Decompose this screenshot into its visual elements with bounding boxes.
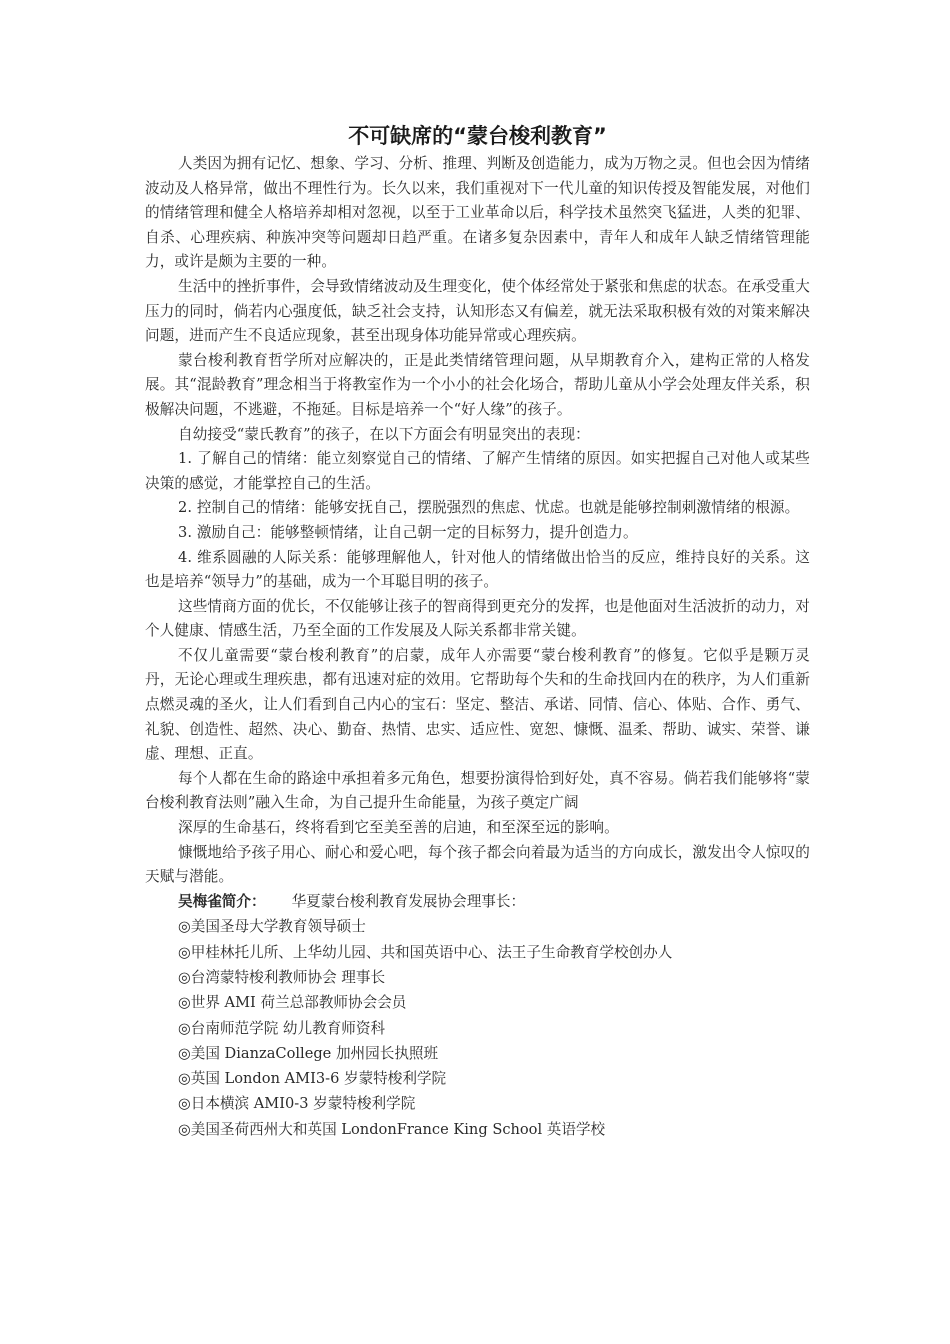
document-page: [145, 122, 810, 1142]
credentials-list: [145, 914, 810, 1142]
list-item: ◎英国 London AMI3-6 岁蒙特梭利学院: [178, 1070, 447, 1088]
bio-name: 吴梅雀简介：: [178, 892, 266, 910]
paragraph: 深厚的生命基石，终将看到它至美至善的启迪，和至深至远的影响。: [178, 819, 619, 837]
list-item: ◎台南师范学院 幼儿教育师资科: [178, 1019, 386, 1037]
list-item: ◎台湾蒙特梭利教师协会 理事长: [178, 969, 386, 986]
list-item: ◎美国 DianzaCollege 加州园长执照班: [178, 1044, 439, 1062]
list-item: ◎世界 AMI 荷兰总部教师协会会员: [178, 994, 407, 1012]
bio-role: 华夏蒙台梭利教育发展协会理事长：: [291, 892, 526, 910]
bio-heading: [145, 890, 810, 915]
paragraph: 这些情商方面的优长，不仅能够让孩子的智商得到更充分的发挥，也是他面对生活波折的动力，对个人健康、情感生活，乃至全面的工作发展及人际关系都非常关键。: [145, 597, 810, 640]
numbered-point: 2. 控制自己的情绪：能够安抚自己，摆脱强烈的焦虑、忧虑。也就是能够控制刺激情绪的根源。: [178, 499, 800, 517]
document-title: 不可缺席的“蒙台梭利教育”: [348, 124, 607, 148]
paragraph: 自幼接受“蒙氏教育”的孩子，在以下方面会有明显突出的表现：: [178, 425, 590, 443]
paragraph: 不仅儿童需要“蒙台梭利教育”的启蒙，成年人亦需要“蒙台梭利教育”的修复。它似乎是颗万灵丹，无论心理或生理疾患，都有迅速对症的效用。它帮助每个失和的生命找回内在的秩序，为人们重新点燃灵魂的圣火，让人们看到自己内心的宝石：坚定、整洁、承诺、同情、信心、体贴、合作、勇气、礼貌、创造性、超然、决心、勤奋、热情、忠实、适应性、宽恕、慷慨、温柔、帮助、诚实、荣誉、谦虚、理想、正直。: [145, 646, 810, 763]
paragraph: 生活中的挫折事件，会导致情绪波动及生理变化，使个体经常处于紧张和焦虑的状态。在承受重大压力的同时，倘若内心强度低，缺乏社会支持，认知形态又有偏差，就无法采取积极有效的对策来解决问题，进而产生不良适应现象，甚至出现身体功能异常或心理疾病。: [145, 277, 810, 345]
list-item: ◎美国圣荷西州大和英国 LondonFrance King School 英语学校: [178, 1120, 606, 1138]
article-body: [145, 152, 810, 890]
list-item: ◎美国圣母大学教育领导硕士: [178, 918, 366, 936]
numbered-point: 4. 维系圆融的人际关系：能够理解他人，针对他人的情绪做出恰当的反应，维持良好的关系。这也是培养“领导力”的基础，成为一个耳聪目明的孩子。: [145, 548, 810, 591]
numbered-point: 3. 激励自己：能够整顿情绪，让自己朝一定的目标努力，提升创造力。: [178, 523, 638, 541]
list-item: ◎日本横滨 AMI0-3 岁蒙特梭利学院: [178, 1095, 416, 1113]
paragraph: 慷慨地给予孩子用心、耐心和爱心吧，每个孩子都会向着最为适当的方向成长，激发出令人惊叹的天赋与潜能。: [145, 843, 810, 886]
paragraph: 蒙台梭利教育哲学所对应解决的，正是此类情绪管理问题，从早期教育介入，建构正常的人格发展。其“混龄教育”理念相当于将教室作为一个小小的社会化场合，帮助儿童从小学会处理友伴关系，积极解决问题，不逃避，不拖延。目标是培养一个“好人缘”的孩子。: [145, 351, 810, 418]
numbered-point: 1. 了解自己的情绪：能立刻察觉自己的情绪、了解产生情绪的原因。如实把握自己对他人或某些决策的感觉，才能掌控自己的生活。: [145, 450, 810, 492]
paragraph: 人类因为拥有记忆、想象、学习、分析、推理、判断及创造能力，成为万物之灵。但也会因为情绪波动及人格异常，做出不理性行为。长久以来，我们重视对下一代儿童的知识传授及智能发展，对他们的情绪管理和健全人格培养却相对忽视，以至于工业革命以后，科学技术虽然突飞猛进，人类的犯罪、自杀、心理疾病、种族冲突等问题却日趋严重。在诸多复杂因素中，青年人和成年人缺乏情绪管理能力，或许是颇为主要的一种。: [145, 155, 810, 271]
paragraph: 每个人都在生命的路途中承担着多元角色，想要扮演得恰到好处，真不容易。倘若我们能够将“蒙台梭利教育法则”融入生命，为自己提升生命能量，为孩子奠定广阔: [145, 769, 810, 812]
list-item: ◎甲桂林托儿所、上华幼儿园、共和国英语中心、法王子生命教育学校创办人: [178, 943, 673, 961]
author-bio: [145, 890, 810, 1142]
